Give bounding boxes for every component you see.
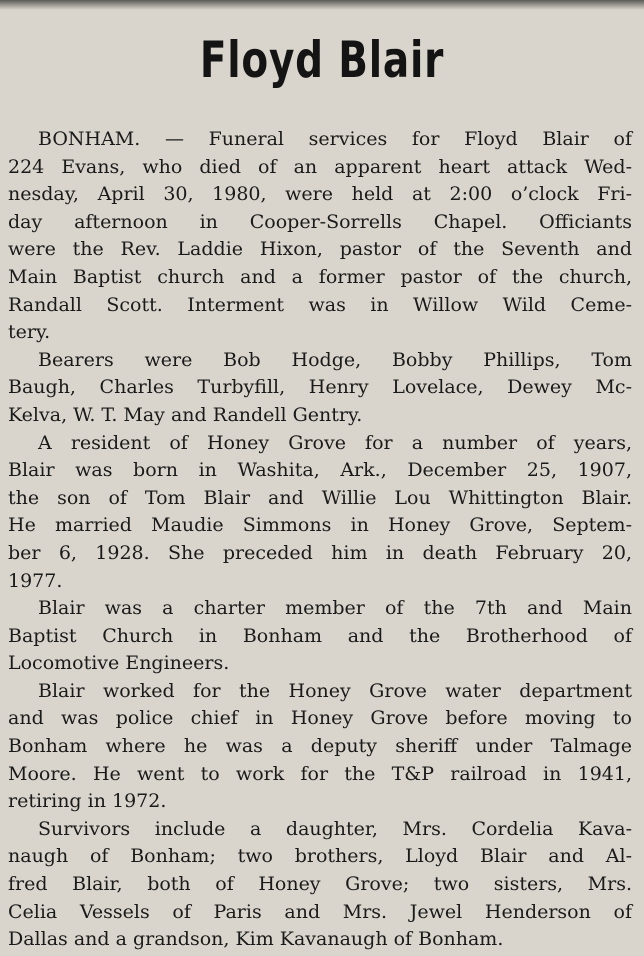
obituary-line: fred Blair, both of Honey Grove; two sisters, Mrs. bbox=[8, 873, 632, 896]
obituary-line: Blair was a charter member of the 7th and Main bbox=[38, 597, 632, 620]
obituary-line: Main Baptist church and a former pastor of the church, bbox=[8, 265, 632, 288]
obituary-line: Baugh, Charles Turbyfill, Henry Lovelace, Dewey Mc- bbox=[8, 376, 632, 399]
obituary-headline: Floyd Blair bbox=[199, 31, 445, 89]
obituary-line: Survivors include a daughter, Mrs. Cordelia Kava- bbox=[38, 817, 632, 840]
obituary-line: nesday, April 30, 1980, were held at 2:00 o’clock Fri- bbox=[8, 183, 632, 206]
obituary-line: the son of Tom Blair and Willie Lou Whittington Blair. bbox=[8, 486, 632, 509]
obituary-line: Blair was born in Washita, Ark., December 25, 1907, bbox=[8, 459, 632, 482]
obituary-paragraph bbox=[8, 816, 632, 954]
obituary-line: Bearers were Bob Hodge, Bobby Phillips, Tom bbox=[38, 348, 632, 371]
obituary-line: were the Rev. Laddie Hixon, pastor of the Seventh and bbox=[8, 238, 632, 261]
obituary-line: Locomotive Engineers. bbox=[8, 652, 230, 675]
scan-edge-shadow bbox=[0, 0, 644, 10]
obituary-line: A resident of Honey Grove for a number of years, bbox=[38, 431, 632, 454]
obituary-line: Randall Scott. Interment was in Willow Wild Ceme- bbox=[8, 293, 632, 316]
obituary-paragraph bbox=[8, 347, 632, 430]
obituary-paragraph bbox=[8, 126, 632, 347]
obituary-line: Kelva, W. T. May and Randell Gentry. bbox=[8, 403, 363, 426]
obituary-line: day afternoon in Cooper-Sorrells Chapel. Officiants bbox=[8, 210, 632, 233]
obituary-line: Baptist Church in Bonham and the Brotherhood of bbox=[8, 624, 632, 647]
obituary-line: ber 6, 1928. She preceded him in death February 20, bbox=[8, 541, 632, 564]
obituary-line: He married Maudie Simmons in Honey Grove, Septem- bbox=[8, 514, 632, 537]
obituary-line: and was police chief in Honey Grove before moving to bbox=[8, 707, 632, 730]
obituary-paragraph bbox=[8, 430, 632, 596]
obituary-line: Dallas and a grandson, Kim Kavanaugh of Bonham. bbox=[8, 928, 504, 951]
obituary-line: Bonham where he was a deputy sheriff under Talmage bbox=[8, 735, 632, 758]
obituary-line: tery. bbox=[8, 321, 51, 344]
obituary-line: naugh of Bonham; two brothers, Lloyd Blair and Al- bbox=[8, 845, 632, 868]
obituary-line: Moore. He went to work for the T&P railroad in 1941, bbox=[8, 762, 632, 785]
obituary-body bbox=[8, 126, 632, 954]
obituary-line: Celia Vessels of Paris and Mrs. Jewel Henderson of bbox=[8, 900, 632, 923]
obituary-paragraph bbox=[8, 678, 632, 816]
obituary-line: retiring in 1972. bbox=[8, 790, 167, 813]
obituary-line: 1977. bbox=[8, 569, 63, 592]
obituary-line: 224 Evans, who died of an apparent heart attack Wed- bbox=[8, 155, 632, 178]
obituary-line: BONHAM. — Funeral services for Floyd Blair of bbox=[38, 128, 632, 150]
obituary-paragraph bbox=[8, 595, 632, 678]
obituary-line: Blair worked for the Honey Grove water department bbox=[38, 679, 632, 702]
